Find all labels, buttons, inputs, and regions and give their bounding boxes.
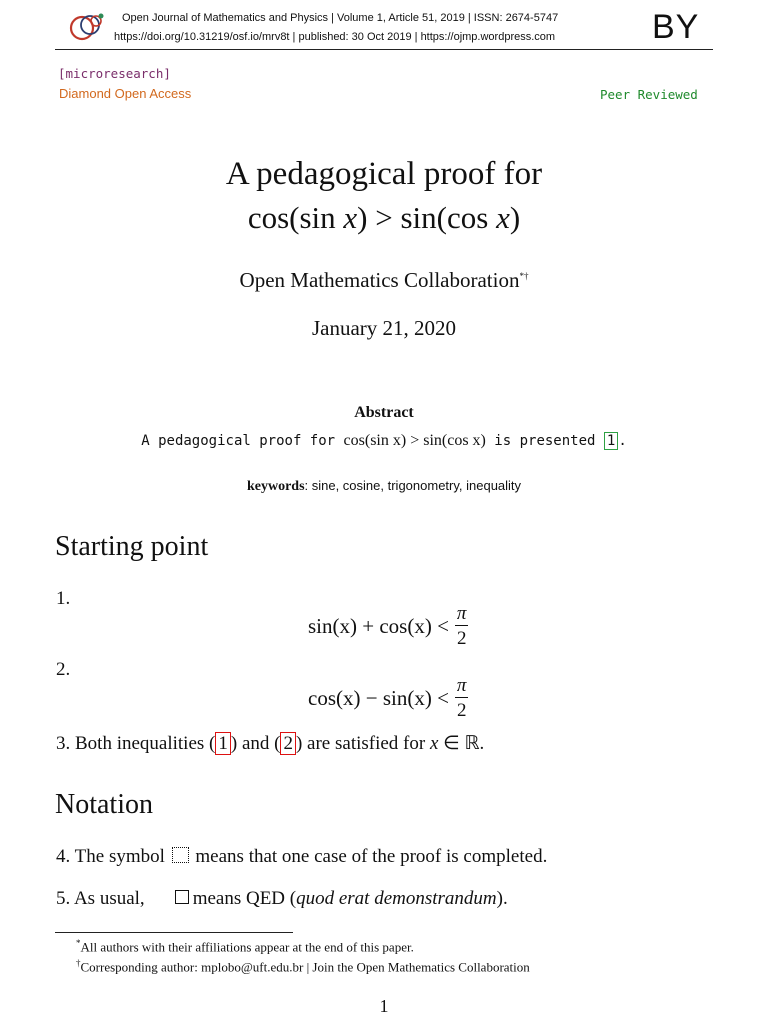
license-badge: BY [652,8,700,46]
item-number: 1. [56,588,71,609]
paper-date: January 21, 2020 [311,316,457,340]
peer-reviewed-label: Peer Reviewed [600,87,698,102]
header-rule [55,49,713,50]
equation-ref-2[interactable]: 2 [280,732,296,755]
qed-box-icon [175,890,189,904]
list-item: 5. As usual, means QED (quod erat demonstrandum). [56,888,508,909]
equation-ref-1[interactable]: 1 [215,732,231,755]
list-item: 3. Both inequalities ( 1 ) and ( 2 ) are satisfied for x ∈ ℝ. [56,733,485,754]
author-line: Open Mathematics Collaboration*† [239,268,529,292]
footnote-1: *All authors with their affiliations appear at the end of this paper. [76,938,414,955]
footnote-2: †Corresponding author: mplobo@uft.edu.br | Join the Open Mathematics Collaboration [76,958,530,975]
category-tag: [microresearch] [58,66,171,81]
author-footnote-marks[interactable]: *† [519,271,529,281]
dotted-box-icon [172,847,189,863]
journal-info-line: Open Journal of Mathematics and Physics | Volume 1, Article 51, 2019 | ISSN: 2674-5747 [122,12,559,24]
footnote-rule [55,932,293,933]
citation-link[interactable]: 1 [604,432,618,450]
list-item: 4. The symbol means that one case of the proof is completed. [56,846,548,867]
abstract-heading: Abstract [354,404,414,421]
journal-logo-icon [66,10,110,44]
item-number: 2. [56,659,71,680]
equation-1: sin(x) + cos(x) < $\frac{\pi}{2}$ [308,603,467,649]
abstract-text: A pedagogical proof for cos(sin x) > sin(cos x) is presented 1 . [141,432,627,449]
keywords-line: keywords: sine, cosine, trigonometry, inequality [246,478,522,494]
access-label: Diamond Open Access [59,86,192,101]
section-heading-notation: Notation [55,789,153,820]
page-number: 1 [379,996,389,1016]
equation-2: cos(x) − sin(x) < $\frac{\pi}{2}$ [308,675,467,721]
doi-line[interactable]: https://doi.org/10.31219/osf.io/mrv8t | published: 30 Oct 2019 | https://ojmp.wordpress.com [114,31,556,43]
paper-title-math: cos(sin x) > sin(cos x) [247,200,521,235]
section-heading-starting-point: Starting point [55,531,209,562]
paper-title: A pedagogical proof for [225,156,543,192]
